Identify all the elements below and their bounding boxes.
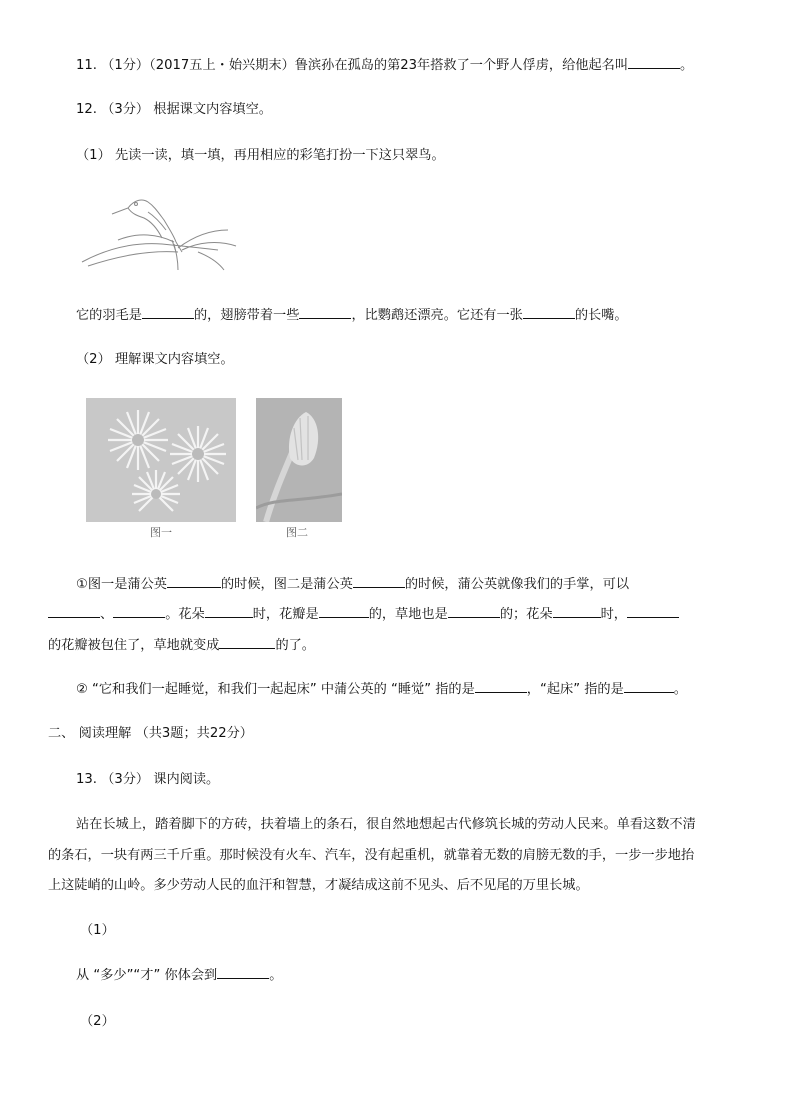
text-fragment: 、 [100, 607, 114, 622]
q12-part1-label: （1） 先读一读，填一填，再用相应的彩笔打扮一下这只翠鸟。 [76, 148, 445, 163]
answer-blank[interactable] [167, 575, 221, 588]
q13-sub1-question [76, 966, 282, 986]
answer-blank[interactable] [48, 605, 100, 618]
answer-blank[interactable] [113, 605, 165, 618]
text-fragment: 的时候，蒲公英就像我们的手掌，可以 [404, 577, 630, 592]
text-fragment: 。 [673, 682, 687, 697]
question-13-title: 13. （3分） 课内阅读。 [76, 772, 220, 787]
answer-blank[interactable] [319, 605, 369, 618]
text-fragment: ，比鹦鹉还漂亮。它还有一张 [351, 308, 523, 323]
q12-s2 [48, 605, 679, 625]
text-fragment: ，“起床” 指的是 [526, 682, 624, 697]
q12-sentence1 [76, 306, 628, 326]
text-fragment: ② “它和我们一起睡觉，和我们一起起床” 中蒲公英的 “睡觉” 指的是 [76, 682, 475, 697]
answer-blank[interactable] [142, 306, 194, 319]
section-2-title: 二、 阅读理解 （共3题；共22分） [48, 726, 253, 741]
q13-paragraph-line2: 的条石，一块有两三千斤重。那时候没有火车、汽车，没有起重机，就靠着无数的肩膀无数的手，一步一步地抬 [48, 848, 695, 863]
q12-s1 [76, 575, 629, 595]
answer-blank[interactable] [205, 605, 253, 618]
text-fragment: 。花朵 [165, 607, 205, 622]
q13-sub2-label: （2） [80, 1014, 115, 1029]
answer-blank[interactable] [627, 605, 679, 618]
dandelion-closed-image [256, 398, 342, 522]
text-fragment: 时， [600, 607, 627, 622]
answer-blank[interactable] [553, 605, 601, 618]
q12-s3 [48, 636, 315, 656]
answer-blank[interactable] [624, 680, 674, 693]
answer-blank[interactable] [353, 575, 405, 588]
text-fragment: 的，草地也是 [368, 607, 448, 622]
q11-text: 11. （1分）（2017五上・始兴期末）鲁滨孙在孤岛的第23年搭救了一个野人俘虏，给他起名叫 [76, 58, 629, 73]
kingfisher-sketch [78, 186, 244, 272]
answer-blank[interactable] [475, 680, 527, 693]
answer-blank[interactable] [628, 56, 680, 69]
q13-sub1-label: （1） [80, 923, 115, 938]
text-fragment: 的了。 [275, 638, 315, 653]
text-fragment: 从 “多少”“才” 你体会到 [76, 968, 218, 983]
answer-blank[interactable] [523, 306, 575, 319]
question-11 [76, 56, 693, 76]
text-fragment: 的，翅膀带着一些 [193, 308, 300, 323]
q13-paragraph-line3: 上这陡峭的山岭。多少劳动人民的血汗和智慧，才凝结成这前不见头、后不见尾的万里长城。 [48, 878, 589, 893]
text-fragment: 的；花朵 [499, 607, 553, 622]
answer-blank[interactable] [219, 636, 275, 649]
text-fragment: 时，花瓣是 [252, 607, 319, 622]
text-fragment: 它的羽毛是 [76, 308, 142, 323]
text-fragment: ①图一是蒲公英 [76, 577, 167, 592]
q13-paragraph-line1: 站在长城上，踏着脚下的方砖，扶着墙上的条石，很自然地想起古代修筑长城的劳动人民来。单看这数不清 [76, 817, 696, 832]
dandelion-open-image [86, 398, 236, 522]
q12-part2-label: （2） 理解课文内容填空。 [76, 352, 234, 367]
figure1-caption: 图一 [150, 526, 172, 539]
text-fragment: 的时候，图二是蒲公英 [220, 577, 353, 592]
question-12-title: 12. （3分） 根据课文内容填空。 [76, 102, 272, 117]
text-fragment: 。 [269, 968, 283, 983]
text-fragment: 的长嘴。 [574, 308, 628, 323]
answer-blank[interactable] [448, 605, 500, 618]
answer-blank[interactable] [299, 306, 351, 319]
answer-blank[interactable] [217, 966, 269, 979]
figure2-caption: 图二 [286, 526, 308, 539]
dandelion-closed-photo [256, 398, 342, 522]
dandelion-open-photo [86, 398, 236, 522]
q11-suffix: 。 [680, 58, 694, 73]
text-fragment: 的花瓣被包住了，草地就变成 [48, 638, 220, 653]
q12-s4 [76, 680, 687, 700]
